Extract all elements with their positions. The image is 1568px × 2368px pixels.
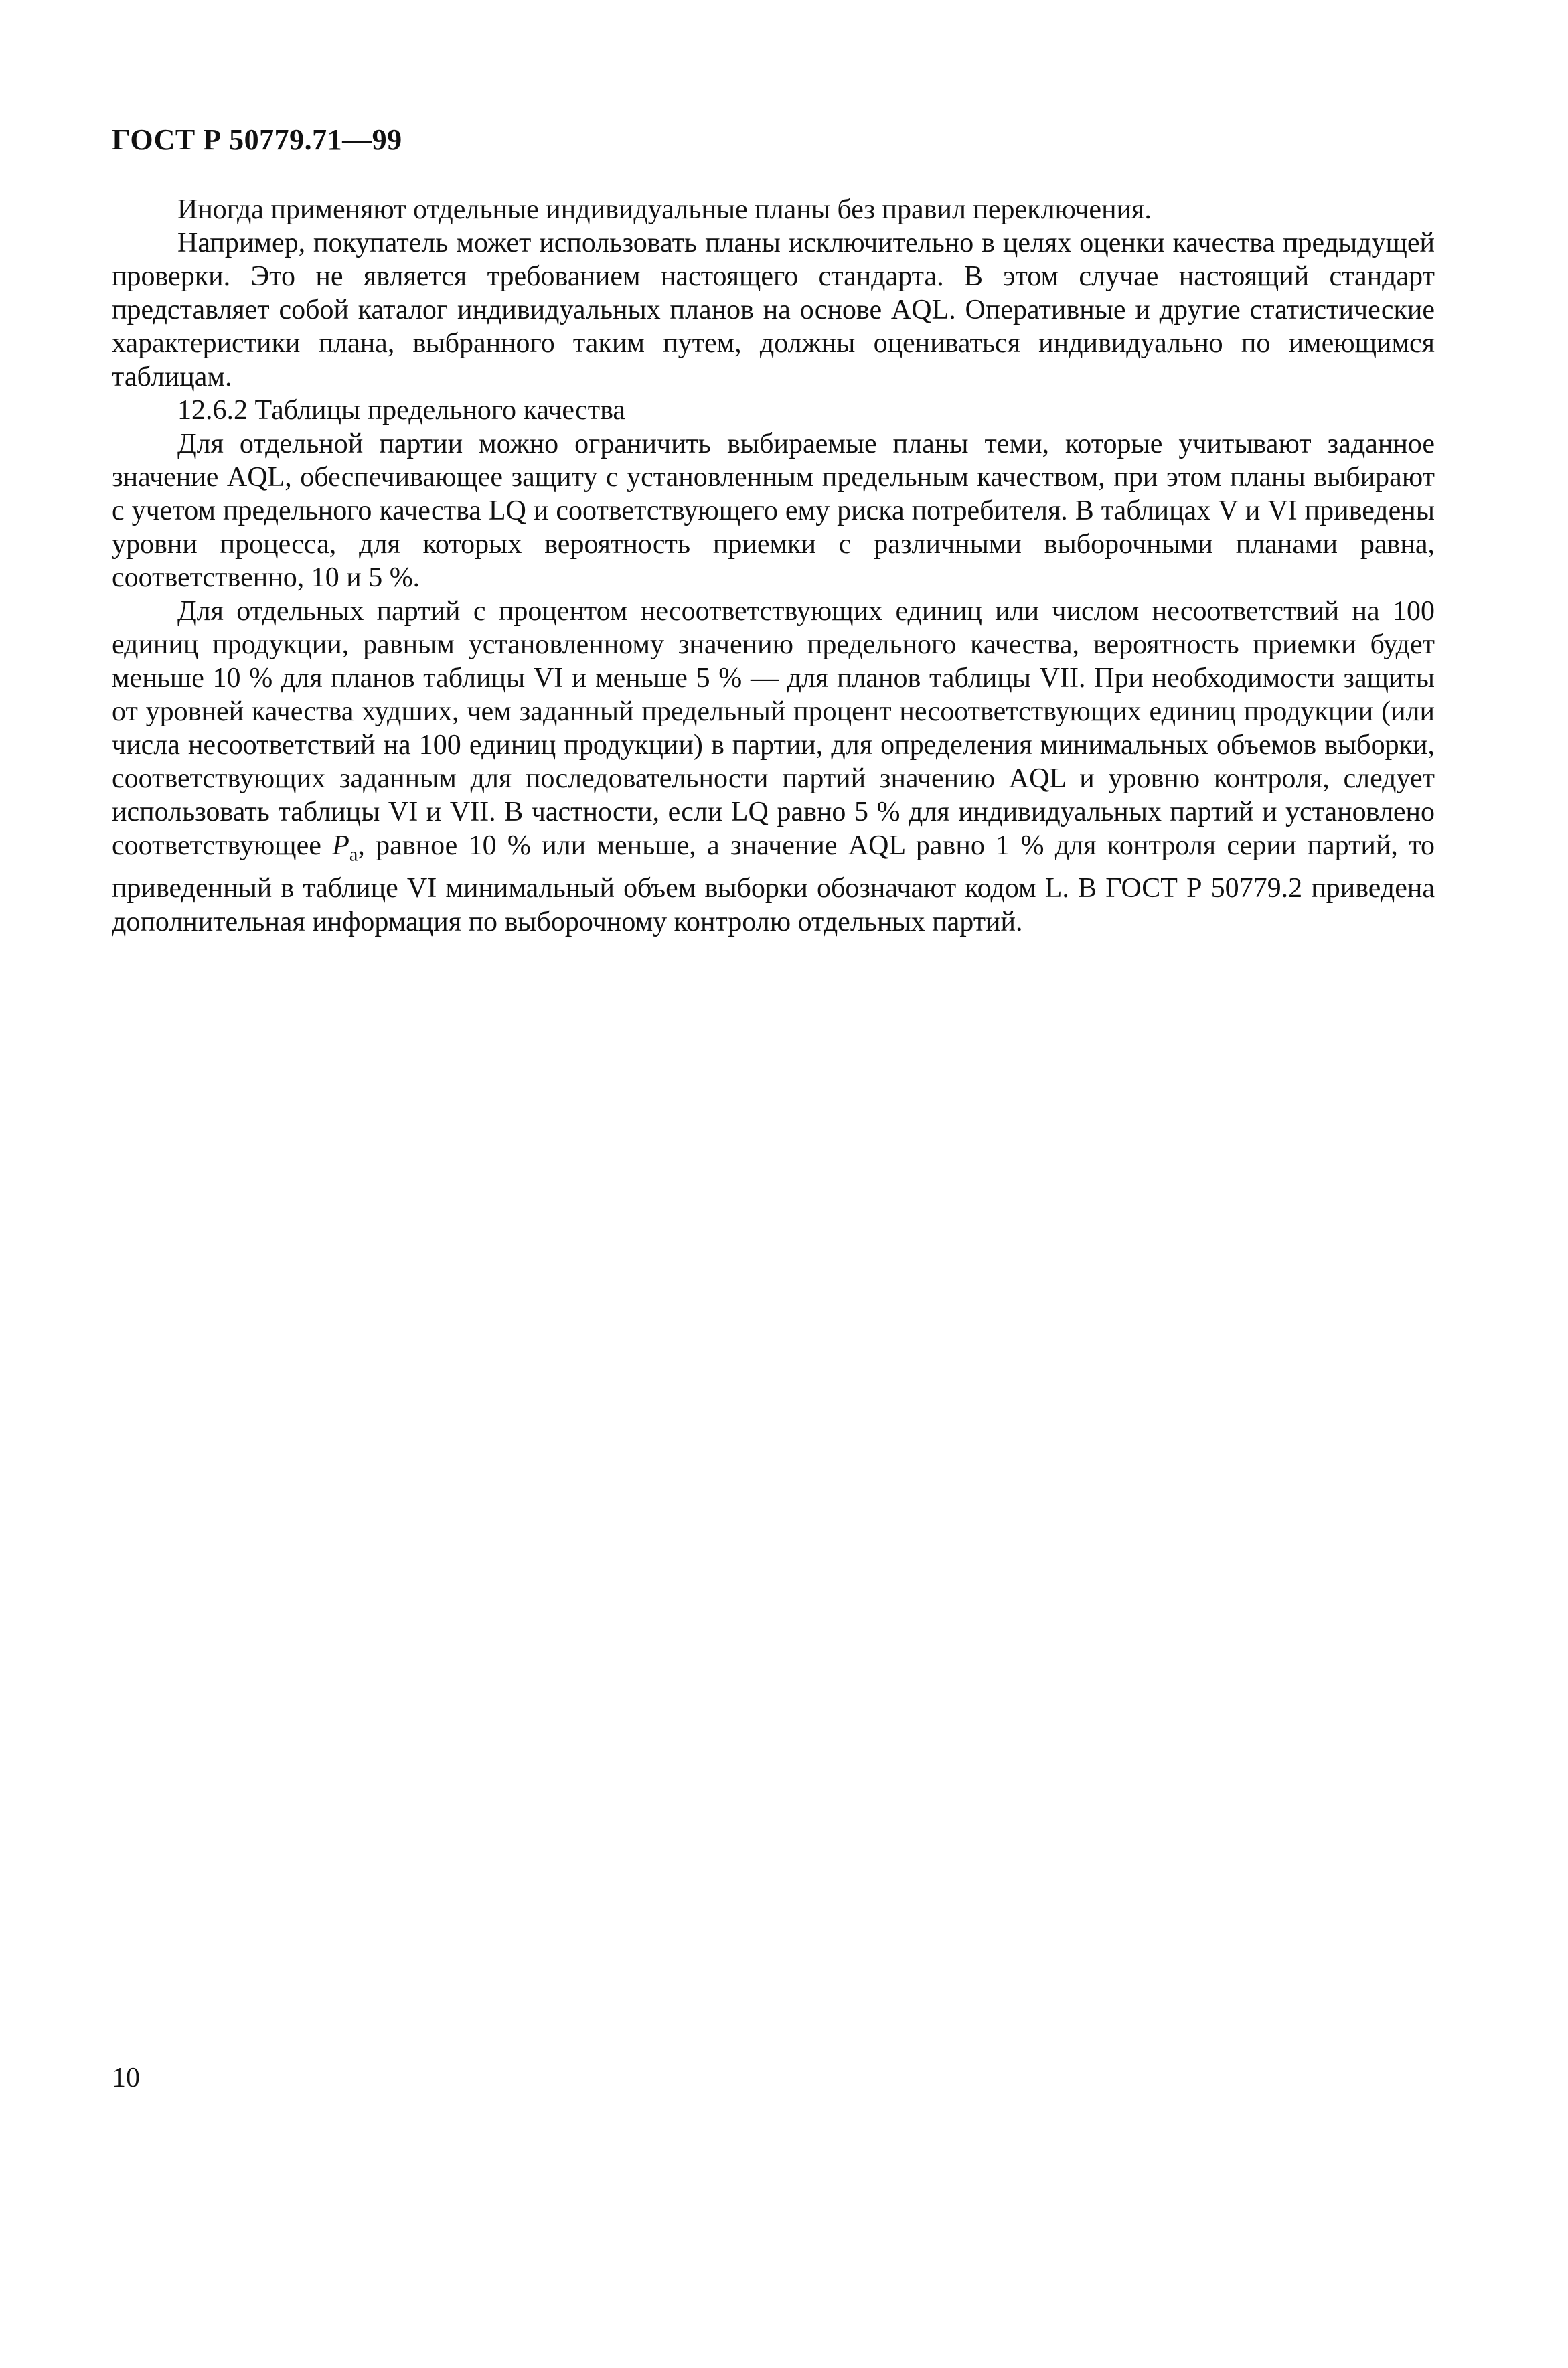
probability-subscript: a [349, 844, 358, 866]
page-number: 10 [112, 2063, 140, 2094]
paragraph: Иногда применяют отдельные индивидуальные планы без правил переключения. [177, 194, 1152, 225]
document-header: ГОСТ Р 50779.71—99 [112, 123, 402, 156]
paragraph-text: Для отдельных партий с процентом несоответствующих единиц или числом несоответствий на 100 единиц продукции, равным установленному значению предельного качества, вероятность приемки будет меньше 10 % для планов таблицы VI и меньше 5 % — для планов таблицы VII. При необходимости защиты от уровней качества худших, чем заданный предельный процент несоответствующих единиц продукции (или числа несоответствий на 100 единиц продукции) в партии, для определения минимальных объемов выборки, соответствующих заданным для последовательности партий значению AQL и уровню контроля, следует использовать таблицы VI и VII. В частности, если LQ равно 5 % для индивидуальных партий и установлено соответствующее [112, 596, 1435, 861]
paragraph-text: , равное 10 % или меньше, а значение AQL равно 1 % для контроля серии партий, то приведенный в таблице VI минимальный объем выборки обозначают кодом L. В ГОСТ Р 50779.2 приведена дополнительная информация по выборочному контролю отдельных партий. [112, 830, 1435, 938]
body-text [112, 193, 1435, 939]
paragraph: Например, покупатель может использовать планы исключительно в целях оценки качества предыдущей проверки. Это не является требованием настоящего стандарта. В этом случае настоящий стандарт представляет собой каталог индивидуальных планов на основе AQL. Оперативные и другие статистические характеристики плана, выбранного таким путем, должны оцениваться индивидуально по имеющимся таблицам. [112, 228, 1435, 392]
paragraph: Для отдельной партии можно ограничить выбираемые планы теми, которые учитывают заданное значение AQL, обеспечивающее защиту с установленным предельным качеством, при этом планы выбирают с учетом предельного качества LQ и соответствующего ему риска потребителя. В таблицах V и VI приведены уровни процесса, для которых вероятность приемки с различными выборочными планами равна, соответственно, 10 и 5 %. [112, 428, 1435, 593]
section-heading: 12.6.2 Таблицы предельного качества [177, 395, 626, 426]
probability-symbol: P [332, 830, 349, 861]
paragraph [112, 595, 1435, 939]
